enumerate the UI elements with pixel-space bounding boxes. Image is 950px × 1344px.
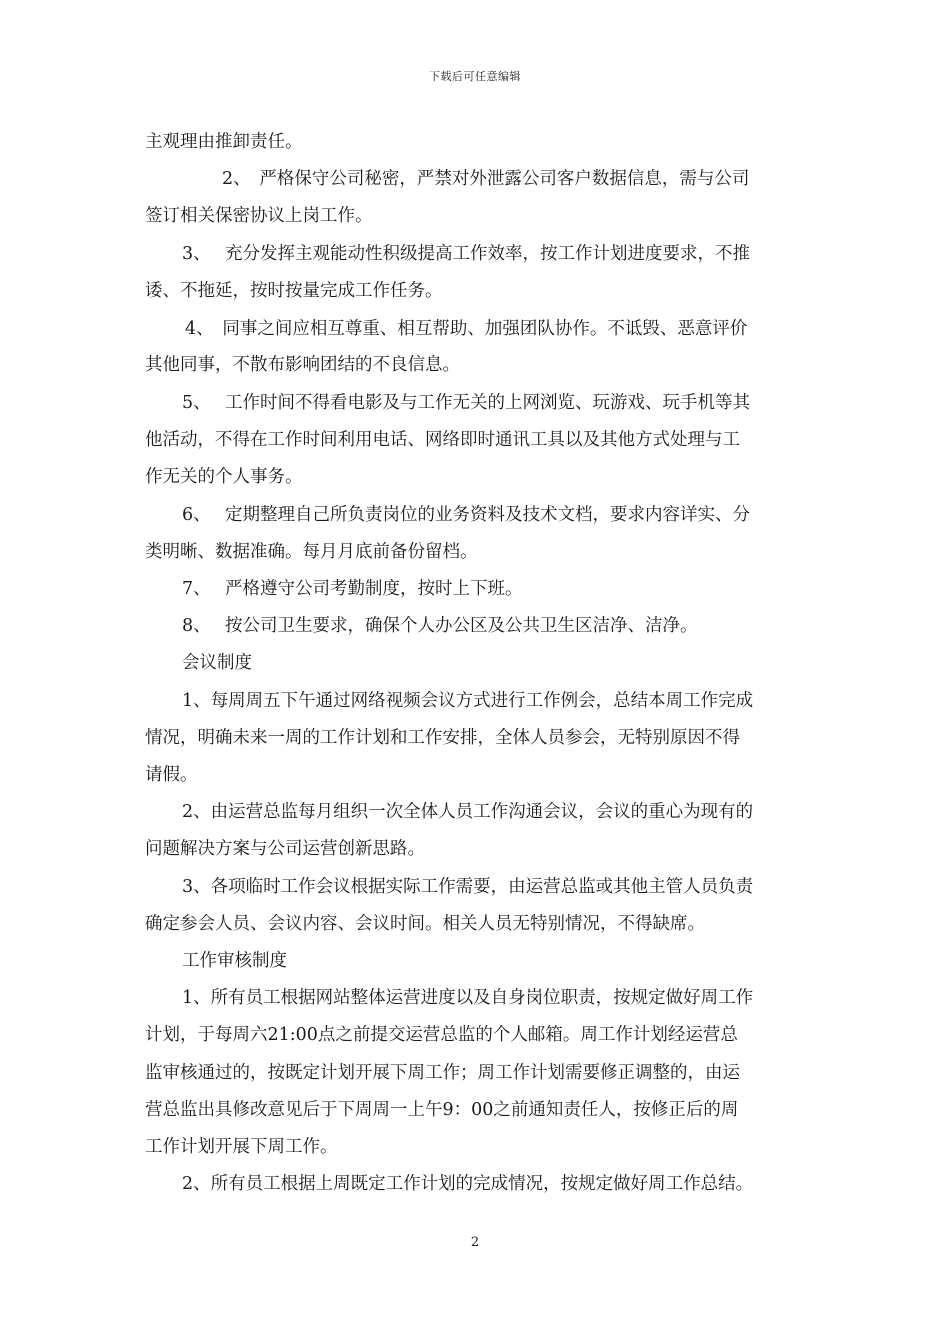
body-line: 营总监出具修改意见后于下周周一上午9：00之前通知责任人，按修正后的周: [145, 1100, 739, 1120]
body-line: 请假。: [145, 765, 198, 785]
body-line: 2、所有员工根据上周既定工作计划的完成情况，按规定做好周工作总结。: [182, 1174, 754, 1194]
body-line: 8、 按公司卫生要求，确保个人办公区及公共卫生区洁净、洁净。: [182, 616, 698, 636]
body-line: 监审核通过的，按既定计划开展下周工作；周工作计划需要修正调整的，由运: [145, 1063, 740, 1083]
body-line: 6、 定期整理自己所负责岗位的业务资料及技术文档，要求内容详实、分: [182, 505, 750, 525]
body-line: 其他同事，不散布影响团结的不良信息。: [145, 355, 460, 375]
body-line: 2、 严格保守公司秘密，严禁对外泄露公司客户数据信息，需与公司: [222, 169, 750, 189]
body-line: 1、所有员工根据网站整体运营进度以及自身岗位职责，按规定做好周工作: [182, 988, 754, 1008]
page-number: 2: [470, 1235, 480, 1250]
body-line: 问题解决方案与公司运营创新思路。: [145, 839, 425, 859]
body-line: 主观理由推卸责任。: [145, 132, 303, 152]
page-header: 下载后可任意编辑: [429, 70, 521, 83]
body-line: 4、 同事之间应相互尊重、相互帮助、加强团队协作。不诋毁、恶意评价: [185, 319, 748, 339]
body-line: 计划，于每周六21:00点之前提交运营总监的个人邮箱。周工作计划经运营总: [145, 1025, 738, 1045]
body-line: 7、 严格遵守公司考勤制度，按时上下班。: [182, 579, 523, 599]
body-line: 工作计划开展下周工作。: [145, 1137, 338, 1157]
body-line: 情况，明确未来一周的工作计划和工作安排，全体人员参会，无特别原因不得: [145, 728, 740, 748]
body-line: 签订相关保密协议上岗工作。: [145, 206, 373, 226]
body-line: 他活动，不得在工作时间利用电话、网络即时通讯工具以及其他方式处理与工: [145, 430, 740, 450]
body-line: 确定参会人员、会议内容、会议时间。相关人员无特别情况，不得缺席。: [145, 914, 705, 934]
body-line: 作无关的个人事务。: [145, 467, 303, 487]
body-line: 2、由运营总监每月组织一次全体人员工作沟通会议，会议的重心为现有的: [182, 802, 754, 822]
body-line: 1、每周周五下午通过网络视频会议方式进行工作例会，总结本周工作完成: [182, 691, 754, 711]
body-line: 3、各项临时工作会议根据实际工作需要，由运营总监或其他主管人员负责: [182, 877, 754, 897]
body-line: 类明晰、数据准确。每月月底前备份留档。: [145, 542, 478, 562]
body-line: 5、 工作时间不得看电影及与工作无关的上网浏览、玩游戏、玩手机等其: [182, 393, 750, 413]
section-heading: 会议制度: [182, 653, 252, 673]
body-line: 3、 充分发挥主观能动性积级提高工作效率，按工作计划进度要求，不推: [182, 244, 750, 264]
section-heading: 工作审核制度: [182, 951, 287, 971]
body-line: 诿、不拖延，按时按量完成工作任务。: [145, 281, 443, 301]
